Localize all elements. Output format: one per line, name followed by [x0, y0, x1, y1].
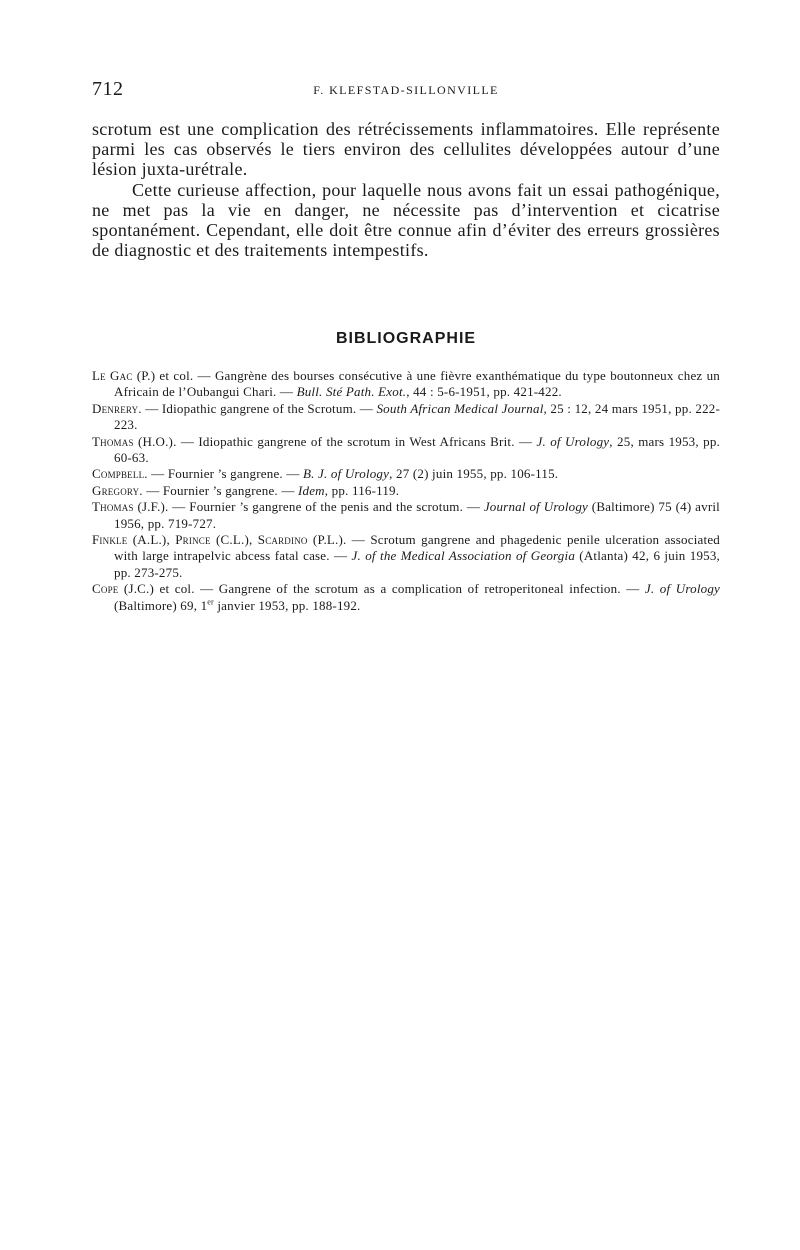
reference-text: — Fournier ’s gangrene. —: [147, 466, 303, 482]
reference-text: et col. — Gangrène des bourses consécutive à une fièvre exanthématique du type boutonneux chez un Africain de l’Oubangui Chari. —: [114, 368, 720, 400]
reference-journal: J. of Urology: [644, 581, 720, 597]
reference-list: [92, 368, 720, 614]
reference-author: Thomas (H.O.).: [92, 433, 177, 449]
reference-entry: [92, 466, 720, 482]
reference-author: Cope (J.C.): [92, 581, 155, 597]
reference-entry: [92, 581, 720, 614]
reference-text: — Scrotum gangrene and phagedenic penile ulceration associated with large intrapelvic abcess fatal case. —: [114, 532, 720, 564]
reference-text: , 25, mars 1953, pp. 60-63.: [114, 433, 720, 466]
reference-journal: South African Medical Journal: [376, 400, 544, 416]
reference-entry: [92, 401, 720, 434]
reference-text: (Baltimore) 69, 1: [114, 597, 208, 613]
reference-author: Compbell.: [92, 466, 148, 482]
reference-text: (Atlanta) 42, 6 juin 1953, pp. 273-275.: [114, 548, 720, 580]
reference-text: — Fournier ’s gangrene. —: [142, 482, 298, 498]
reference-text: , 44 : 5-6-1951, pp. 421-422.: [406, 384, 562, 400]
body-paragraph: Cette curieuse affection, pour laquelle nous avons fait un essai pathogénique, ne met pas la vie en danger, ne nécessite pas d’intervention et cicatrise spontanément. Cependant, elle doit être connue afin d’éviter des erreurs grossières de diagnostic et des traitements intempestifs.: [92, 179, 720, 261]
reference-text: — Fournier ’s gangrene of the penis and the scrotum. —: [168, 499, 484, 515]
reference-author: Gregory.: [92, 482, 143, 498]
reference-text: , 25 : 12, 24 mars 1951, pp. 222-223.: [114, 400, 720, 433]
reference-entry: [92, 532, 720, 581]
page-header: [92, 78, 720, 102]
body-paragraph: scrotum est une complication des rétrécissements inflammatoires. Elle représente parmi les cas observés le tiers environ des cellulites développées autour d’une lésion juxta-urétrale.: [92, 119, 720, 180]
reference-text: , 27 (2) juin 1955, pp. 106-115.: [389, 466, 559, 482]
reference-author: Finkle (A.L.), Prince (C.L.), Scardino (P.L.).: [92, 532, 347, 548]
reference-journal: J. of Urology: [536, 433, 610, 449]
reference-journal: Idem: [297, 482, 325, 498]
section-heading: BIBLIOGRAPHIE: [335, 330, 477, 347]
reference-text: , pp. 116-119.: [324, 482, 400, 498]
reference-text: janvier 1953, pp. 188-192.: [213, 597, 361, 613]
running-head: F. KLEFSTAD-SILLONVILLE: [313, 83, 499, 97]
reference-text: — Idiopathic gangrene of the scrotum in West Africans Brit. —: [176, 433, 537, 449]
reference-journal: Journal of Urology: [483, 499, 588, 515]
reference-author: Thomas (J.F.).: [92, 499, 169, 515]
reference-entry: [92, 434, 720, 467]
body-text: [92, 119, 720, 260]
reference-author: Denrery.: [92, 400, 142, 416]
reference-journal: J. of the Medical Association of Georgia: [351, 548, 576, 564]
reference-entry: [92, 499, 720, 532]
reference-superscript: er: [207, 597, 214, 607]
reference-text: et col. — Gangrene of the scrotum as a complication of retroperitoneal infection. —: [154, 581, 645, 597]
reference-author: Le Gac (P.): [92, 368, 156, 383]
reference-text: — Idiopathic gangrene of the Scrotum. —: [141, 400, 377, 416]
reference-entry: [92, 368, 720, 401]
reference-text: (Baltimore) 75 (4) avril 1956, pp. 719-727.: [114, 499, 720, 531]
reference-journal: Bull. Sté Path. Exot.: [296, 384, 407, 400]
reference-journal: B. J. of Urology: [302, 466, 390, 482]
page-number: 712: [92, 78, 124, 100]
reference-entry: [92, 483, 720, 499]
